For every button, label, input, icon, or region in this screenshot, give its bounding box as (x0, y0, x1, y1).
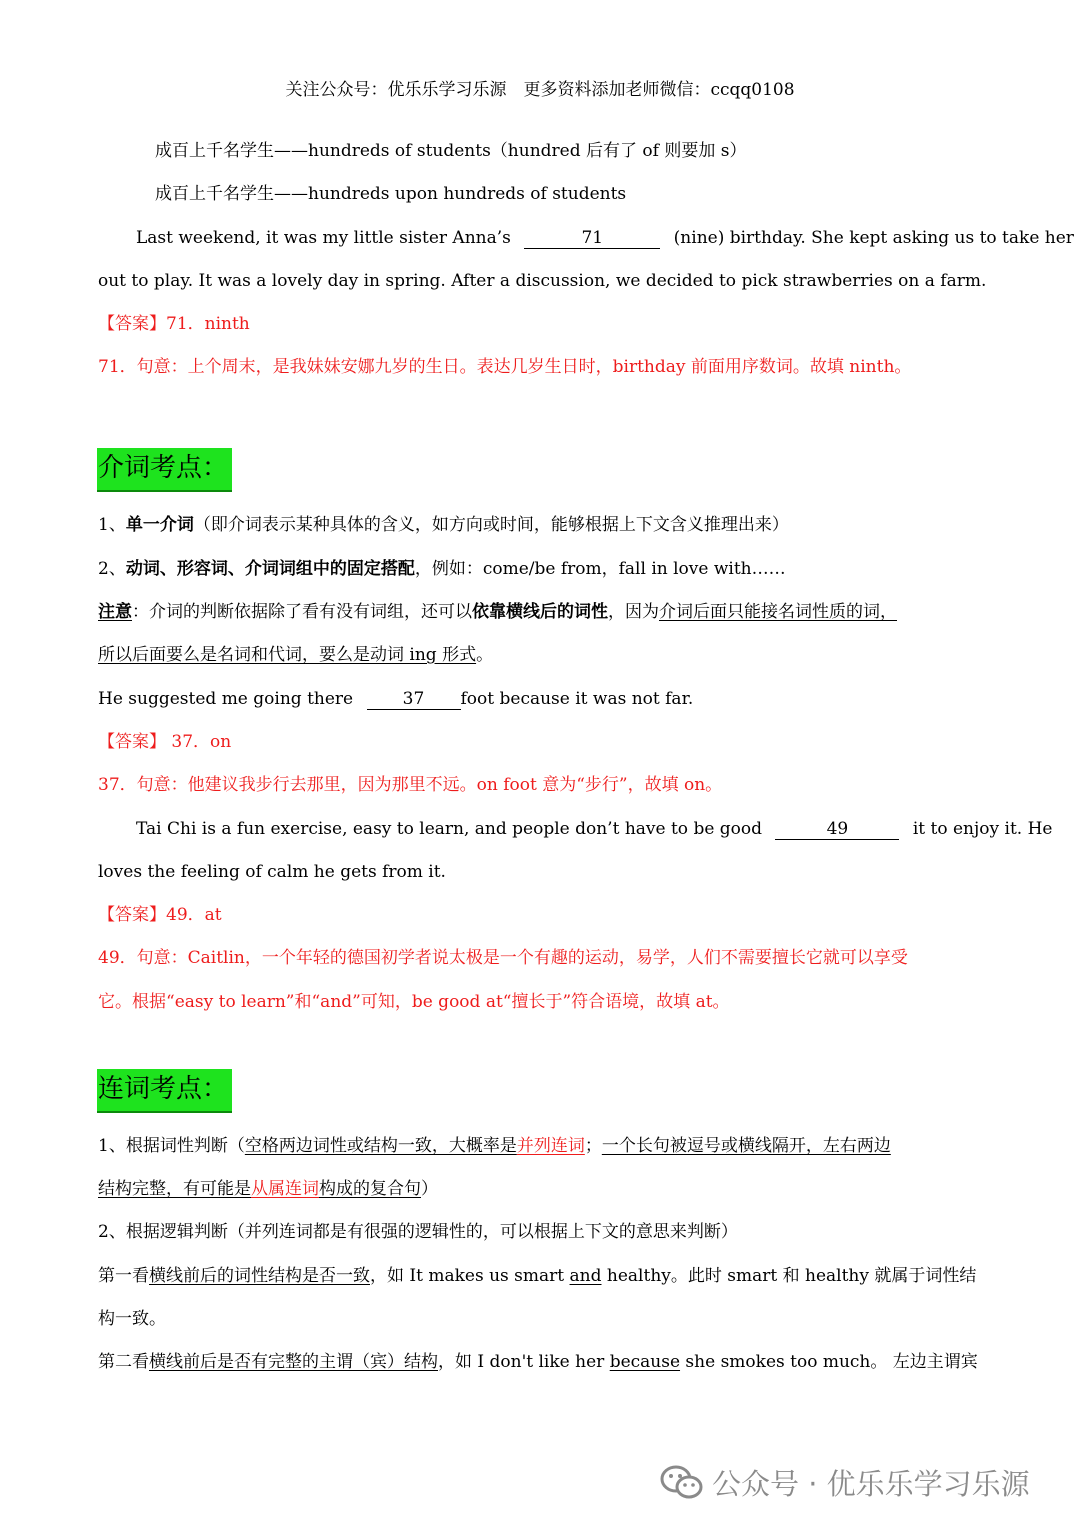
conj-1-underlined-4: 构成的复合句 (319, 1179, 421, 1199)
note-end: 。 (476, 645, 494, 665)
conj-section-heading: 连词考点： (97, 1069, 232, 1113)
conj-4-b: ，如 I don't like her (438, 1352, 610, 1372)
prep-point-2 (98, 557, 786, 581)
prep-point-1 (98, 513, 789, 537)
q37-explain: 37．句意：他建议我步行去那里，因为那里不远。on foot 意为“步行”，故填 on。 (98, 775, 723, 795)
q71-answer: 【答案】71．ninth (98, 314, 250, 334)
page-header: 关注公众号：优乐乐学习乐源 更多资料添加老师微信：ccqq0108 (285, 80, 795, 100)
wechat-icon (660, 1464, 704, 1502)
note-text-b: ，因为 (608, 602, 659, 622)
conj-1-underlined-3: 结构完整，有可能是 (98, 1179, 251, 1199)
conj-1-underlined-1: 空格两边词性或结构一致，大概率是 (244, 1136, 517, 1156)
q37-line (98, 687, 693, 711)
prep-point-2-num: 2、 (98, 559, 126, 579)
conj-point-1-line-1 (98, 1134, 891, 1158)
q37-answer: 【答案】 37．on (98, 732, 232, 752)
conj-1-b: ； (584, 1136, 602, 1156)
conj-1-a: 1、根据词性判断（ (98, 1136, 245, 1156)
prep-point-2-bold: 动词、形容词、介词词组中的固定搭配 (125, 559, 415, 579)
conj-3-and: and (569, 1266, 602, 1286)
conj-4-underlined: 横线前后是否有完整的主谓（宾）结构 (149, 1352, 438, 1372)
q49-line-1 (136, 817, 1052, 841)
watermark-text: 公众号 · 优乐乐学习乐源 (712, 1467, 1030, 1501)
prep-note-line-1 (98, 600, 897, 624)
conj-1-red-2: 从属连词 (251, 1179, 319, 1199)
conj-3-c: healthy。此时 smart 和 healthy 就属于词性结 (601, 1266, 977, 1286)
q71-blank: 71 (524, 228, 660, 249)
prep-point-1-bold: 单一介词 (125, 515, 194, 535)
conj-1-underlined-2: 一个长句被逗号或横线隔开，左右两边 (601, 1136, 891, 1156)
prep-point-1-num: 1、 (98, 515, 126, 535)
watermark (660, 1462, 1030, 1503)
conj-1-red-1: 并列连词 (516, 1136, 585, 1156)
note-text-a: ：介词的判断依据除了看有没有词组，还可以 (132, 602, 472, 622)
note-bold: 依靠横线后的词性 (472, 602, 608, 622)
q71-pre: Last weekend, it was my little sister Anna’s (136, 228, 511, 248)
q49-pre: Tai Chi is a fun exercise, easy to learn, and people don’t have to be good (136, 819, 763, 839)
conj-4-c: she smokes too much。 左边主谓宾 (680, 1352, 978, 1372)
q37-post: foot because it was not far. (460, 689, 694, 709)
prep-note-line-2 (98, 643, 493, 667)
note-underlined-2: 所以后面要么是名词和代词，要么是动词 ing 形式 (98, 645, 477, 665)
q37-blank: 37 (367, 689, 461, 710)
q49-answer: 【答案】49．at (98, 905, 222, 925)
q71-line-1 (136, 226, 1074, 250)
q71-post: (nine) birthday. She kept asking us to take her (673, 228, 1074, 248)
conj-point-3-line-1 (98, 1264, 976, 1288)
conj-point-4-line-1 (98, 1350, 978, 1374)
q71-line-2: out to play. It was a lovely day in spring. After a discussion, we decided to pick strawberries on a farm. (98, 271, 987, 291)
q49-explain-2: 它。根据“easy to learn”和“and”可知，be good at“擅长于”符合语境，故填 at。 (98, 992, 730, 1012)
conj-3-a: 第一看 (98, 1266, 149, 1286)
note-line-2: 成百上千名学生——hundreds upon hundreds of students (155, 184, 627, 204)
q71-explain: 71．句意：上个周末，是我妹妹安娜九岁的生日。表达几岁生日时，birthday 前面用序数词。故填 ninth。 (98, 357, 912, 377)
conj-point-2: 2、根据逻辑判断（并列连词都是有很强的逻辑性的，可以根据上下文的意思来判断） (98, 1222, 738, 1242)
prep-point-2-rest: ，例如：come/be from，fall in love with…… (414, 559, 786, 579)
conj-4-a: 第二看 (98, 1352, 149, 1372)
prep-point-1-rest: （即介词表示某种具体的含义，如方向或时间，能够根据上下文含义推理出来） (193, 515, 789, 535)
conj-1-end: ） (421, 1179, 438, 1199)
q49-post: it to enjoy it. He (912, 819, 1053, 839)
q49-explain-1: 49．句意：Caitlin，一个年轻的德国初学者说太极是一个有趣的运动，易学，人们不需要擅长它就可以享受 (98, 948, 908, 968)
conj-point-1-line-2 (98, 1177, 438, 1201)
q37-pre: He suggested me going there (98, 689, 354, 709)
note-line-1: 成百上千名学生——hundreds of students（hundred 后有了 of 则要加 s） (155, 141, 747, 161)
conj-4-because: because (609, 1352, 681, 1372)
q49-blank: 49 (775, 819, 899, 840)
prep-section-heading: 介词考点： (97, 448, 232, 492)
q49-line-2: loves the feeling of calm he gets from it. (98, 862, 446, 882)
conj-point-3-line-2: 构一致。 (98, 1309, 166, 1329)
conj-3-underlined: 横线前后的词性结构是否一致 (149, 1266, 370, 1286)
conj-3-b: ，如 It makes us smart (370, 1266, 570, 1286)
note-label: 注意 (98, 602, 132, 622)
note-underlined-1: 介词后面只能接名词性质的词， (659, 602, 897, 622)
